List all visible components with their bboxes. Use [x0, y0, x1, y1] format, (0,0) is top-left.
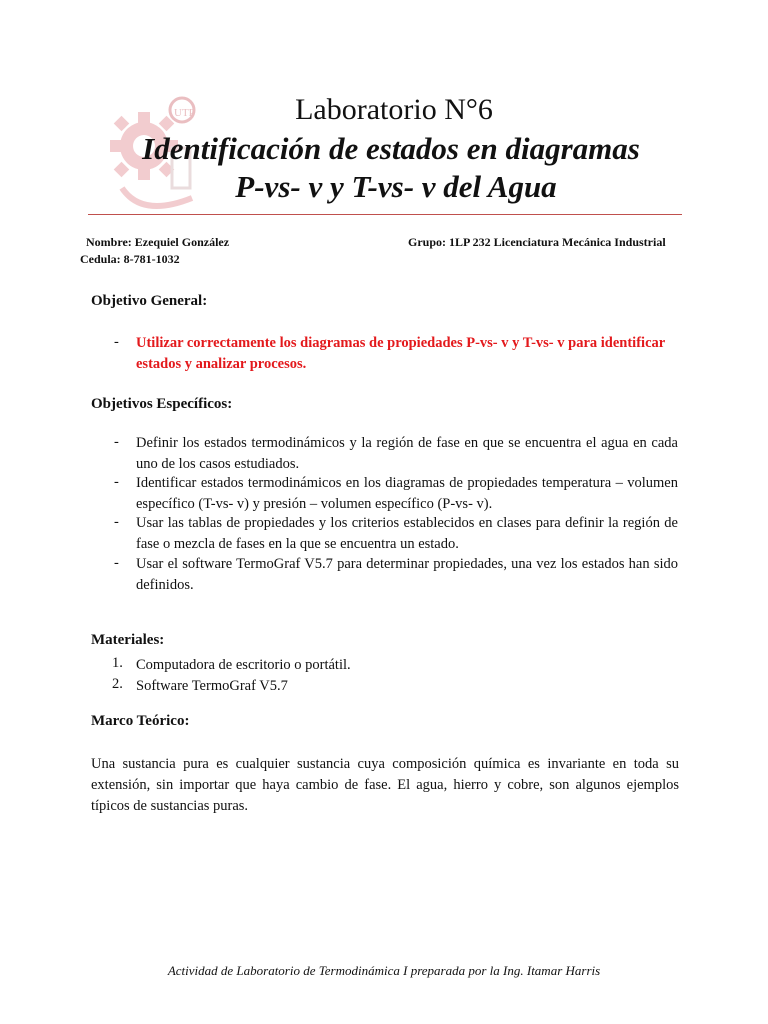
- student-cedula: Cedula: 8-781-1032: [80, 252, 180, 266]
- materiales-number: 1.: [112, 655, 123, 671]
- materiales-number: 2.: [112, 676, 123, 692]
- watermark-text: UTP: [174, 107, 195, 119]
- objetivo-general-item: [136, 333, 678, 375]
- subtitle-line-1: Identificación de estados en diagramas: [142, 131, 640, 166]
- objetivo-especifico-item: Definir los estados termodinámicos y la región de fase en que se encuentra el agua en cada uno de los casos estudiados.: [136, 435, 678, 472]
- materiales-item: Computadora de escritorio o portátil.: [136, 657, 351, 673]
- bullet-dash: -: [114, 514, 119, 530]
- page-footer: Actividad de Laboratorio de Termodinámica I preparada por la Ing. Itamar Harris: [167, 963, 601, 978]
- materiales-item: Software TermoGraf V5.7: [136, 678, 288, 694]
- student-group: Grupo: 1LP 232 Licenciatura Mecánica Industrial: [408, 235, 666, 249]
- bullet-dash: -: [114, 434, 119, 450]
- header-divider: [88, 214, 682, 215]
- student-name: Nombre: Ezequiel González: [86, 235, 230, 249]
- materiales-heading: Materiales:: [91, 632, 165, 648]
- objetivo-general-line-2: estados y analizar procesos.: [136, 356, 307, 372]
- marco-teorico-heading: Marco Teórico:: [91, 713, 190, 729]
- subtitle-line-2: P-vs- v y T-vs- v del Agua: [235, 169, 557, 204]
- lab-title: Laboratorio N°6: [295, 93, 493, 126]
- objetivo-especifico-item: Usar las tablas de propiedades y los criterios establecidos en clases para definir la región de fase o mezcla de fases en la que se encuentra un estado.: [136, 515, 678, 552]
- objetivo-general-line-1: Utilizar correctamente los diagramas de propiedades P-vs- v y T-vs- v para identificar: [136, 335, 666, 351]
- bullet-dash: -: [114, 334, 119, 350]
- marco-teorico-paragraph: Una sustancia pura es cualquier sustancia cuya composición química es invariante en toda su extensión, sin importar que haya cambio de fase. El agua, hierro y cobre, son algunos ejemplos típicos de sustancias puras.: [91, 756, 679, 814]
- objetivo-especifico-item: Usar el software TermoGraf V5.7 para determinar propiedades, una vez los estados han sido definidos.: [136, 556, 678, 593]
- objetivo-especifico-item: Identificar estados termodinámicos en los diagramas de propiedades temperatura – volumen específico (T-vs- v) y presión – volumen específico (P-vs- v).: [136, 475, 678, 512]
- bullet-dash: -: [114, 474, 119, 490]
- document-header: [0, 92, 768, 206]
- bullet-dash: -: [114, 555, 119, 571]
- objetivo-general-heading: Objetivo General:: [91, 293, 208, 309]
- objetivos-especificos-heading: Objetivos Específicos:: [91, 396, 233, 412]
